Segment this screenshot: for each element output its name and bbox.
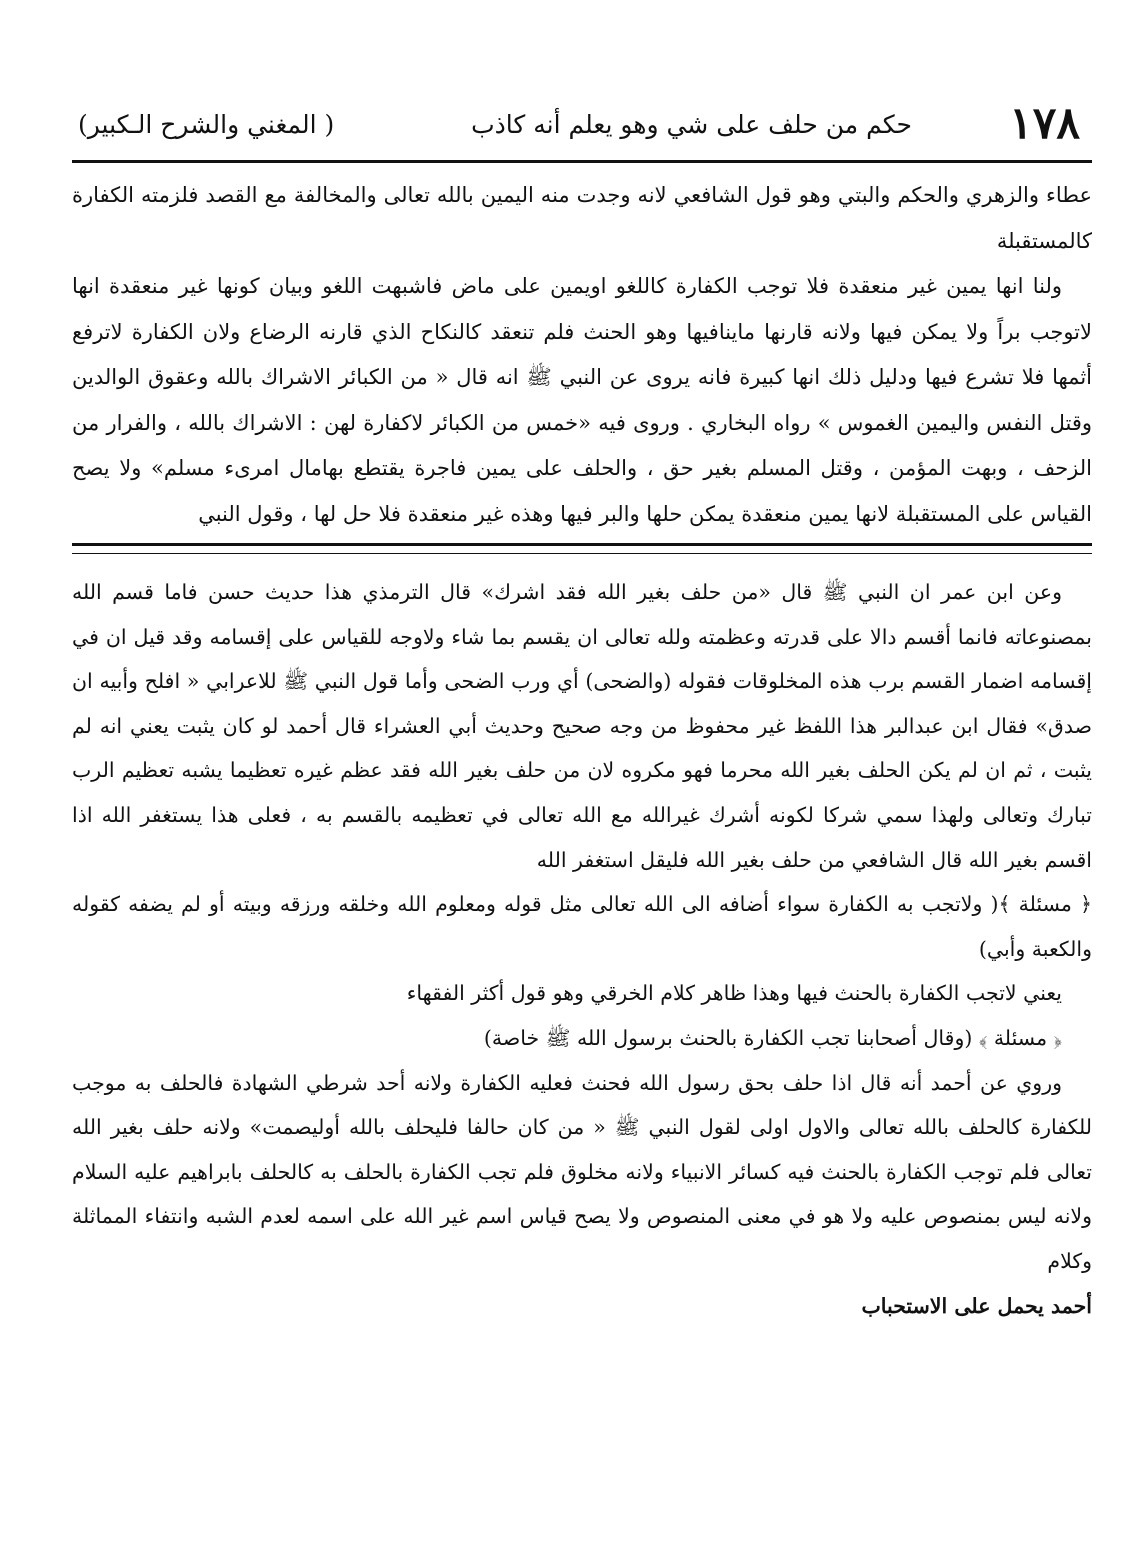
masala-1: ﴿ مسئلة ﴾( ولاتجب به الكفارة سواء أضافه الى الله تعالى مثل قوله ومعلوم الله وخلقه ورزقه وبيته أو لم يضفه كقوله والكعبة وأبي) [72,892,1092,961]
page-number: ١٧٨ [1009,98,1080,149]
masala-1-comment: يعني لاتجب الكفارة بالحنث فيها وهذا ظاهر كلام الخرقي وهو قول أكثر الفقهاء [406,981,1062,1006]
mughni-paragraph-1: عطاء والزهري والحكم والبتي وهو قول الشافعي لانه وجدت منه اليمين بالله تعالى والمخالفة مع القصد فلزمته الكفارة كالمستقبلة [72,183,1092,253]
masala-2-comment: وروي عن أحمد أنه قال اذا حلف بحق رسول الله فحنث فعليه الكفارة ولانه أحد شرطي الشهادة فالحلف به موجب للكفارة كالحلف بالله تعالى والاول اولى لقول النبي ﷺ « من كان حالفا فليحلف بالله أوليصمت» ولانه حلف بغير الله تعالى فلم توجب الكفارة بالحنث فيه كسائر الانبياء ولانه مخلوق فلم تجب الكفارة بالحلف به كالحلف بابراهيم عليه السلام ولانه ليس بمنصوص عليه ولا هو في معنى المنصوص ولا يصح قياس اسم غير الله على اسمه لعدم الشبه وانتفاء المماثلة وكلام [72,1070,1092,1273]
page-header [72,92,1092,163]
book-title: ( المغني والشرح الـكبير) [78,110,335,139]
mughni-text [72,173,1092,537]
book-page [72,92,1092,1532]
section-divider [72,543,1092,554]
sharh-text [72,570,1092,1328]
chapter-title: حكم من حلف على شي وهو يعلم أنه كاذب [471,110,912,139]
masala-2: ﴿ مسئلة ﴾ (وقال أصحابنا تجب الكفارة بالحنث برسول الله ﷺ خاصة) [483,1025,1062,1050]
mughni-paragraph-2: ولنا انها يمين غير منعقدة فلا توجب الكفارة كاللغو اويمين على ماض فاشبهت اللغو وبيان كونها غير منعقدة انها لاتوجب براً ولا يمكن فيها ولانه قارنها ماينافيها وهو الحنث فلم تنعقد كالنكاح الذي قارنه الرضاع ولان الكفارة لاترفع أثمها فلا تشرع فيها ودليل ذلك انها كبيرة فانه يروى عن النبي ﷺ انه قال « من الكبائر الاشراك بالله وعقوق الوالدين وقتل النفس واليمين الغموس » رواه البخاري . وروى فيه «خمس من الكبائر لاكفارة لهن : الاشراك بالله ، والفرار من الزحف ، وبهت المؤمن ، وقتل المسلم بغير حق ، والحلف على يمين فاجرة يقتطع بهامال امرىء مسلم» ولا يصح القياس على المستقبلة لانها يمين منعقدة يمكن حلها والبر فيها وهذه غير منعقدة فلا حل لها ، وقول النبي [72,274,1092,526]
sharh-paragraph-1: وعن ابن عمر ان النبي ﷺ قال «من حلف بغير الله فقد اشرك» قال الترمذي هذا حديث حسن فاما قسم الله بمصنوعاته فانما أقسم دالا على قدرته وعظمته ولله تعالى ان يقسم بما شاء ولاوجه للقياس على إقسامه وقد قيل ان في إقسامه اضمار القسم برب هذه المخلوقات فقوله (والضحى) أي ورب الضحى وأما قول النبي ﷺ للاعرابي « افلح وأبيه ان صدق» فقال ابن عبدالبر هذا اللفظ غير محفوظ من وجه صحيح وحديث أبي العشراء قال أحمد لو كان يثبت يعني انه لم يثبت ، ثم ان لم يكن الحلف بغير الله محرما فهو مكروه لان من حلف بغير الله فقد عظم غيره تعظيما يشبه تعظيم الرب تبارك وتعالى ولهذا سمي شركا لكونه أشرك غيرالله مع الله تعالى في تعظيمه بالقسم به ، فعلى هذا يستغفر الله اذا اقسم بغير الله قال الشافعي من حلف بغير الله فليقل استغفر الله [72,580,1092,872]
closing-line: أحمد يحمل على الاستحباب [861,1293,1092,1318]
